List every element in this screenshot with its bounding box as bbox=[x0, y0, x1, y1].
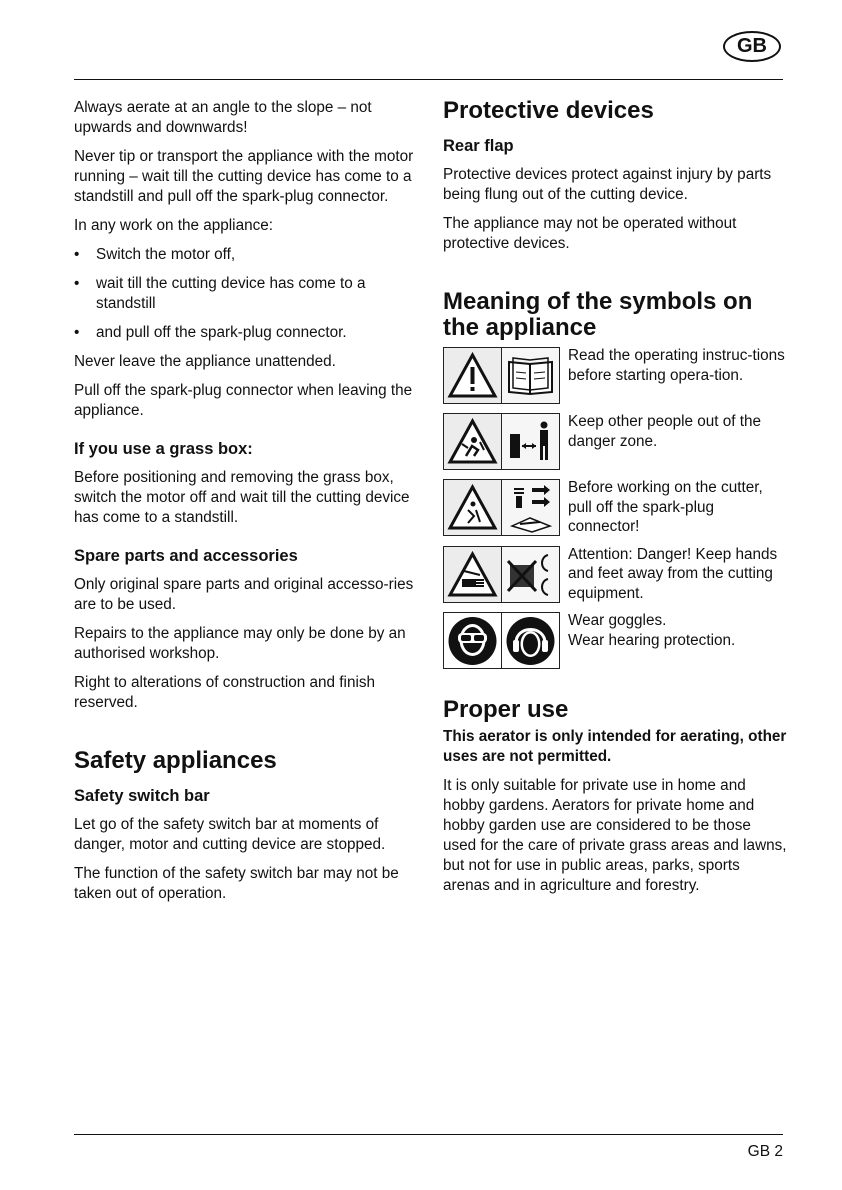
page-number: GB 2 bbox=[747, 1143, 783, 1160]
paragraph: Always aerate at an angle to the slope – not upwards and downwards! bbox=[74, 99, 372, 136]
symbol-description: Wear goggles. Wear hearing protection. bbox=[568, 612, 736, 649]
language-badge: GB bbox=[723, 31, 781, 62]
paragraph: Right to alterations of construction and finish reserved. bbox=[74, 674, 376, 711]
symbol-row bbox=[443, 413, 788, 470]
keep-distance-person-icon bbox=[502, 414, 559, 469]
goggles-icon bbox=[444, 613, 502, 668]
footer-divider bbox=[74, 1134, 783, 1135]
safety-appliances-heading: Safety appliances bbox=[74, 747, 277, 774]
paragraph: Only original spare parts and original accesso-ries are to be used. bbox=[74, 576, 414, 613]
symbol-box bbox=[443, 612, 560, 669]
symbol-row bbox=[443, 347, 788, 404]
paragraph: Never leave the appliance unattended. bbox=[74, 353, 336, 370]
paragraph: Pull off the spark-plug connector when leaving the appliance. bbox=[74, 382, 413, 419]
header-divider bbox=[74, 79, 783, 80]
proper-use-heading: Proper use bbox=[443, 696, 569, 723]
bullet-list bbox=[74, 245, 419, 343]
paragraph: It is only suitable for private use in home and hobby gardens. Aerators for private home and hobby garden use are considered to be those used for the care of private grass areas and lawns, but not for use in public areas, parks, sports arenas and in agriculture and forestry. bbox=[443, 777, 787, 894]
no-hands-feet-icon bbox=[502, 547, 559, 602]
list-item: • and pull off the spark-plug connector. bbox=[74, 323, 419, 343]
spare-parts-heading: Spare parts and accessories bbox=[74, 547, 298, 565]
symbol-description: Attention: Danger! Keep hands and feet away from the cutting equipment. bbox=[568, 545, 778, 602]
left-column bbox=[74, 98, 419, 913]
proper-use-notice: This aerator is only intended for aerating, other uses are not permitted. bbox=[443, 728, 787, 765]
list-item: • wait till the cutting device has come to a standstill bbox=[74, 274, 419, 314]
open-book-icon bbox=[502, 348, 559, 403]
safety-switch-heading: Safety switch bar bbox=[74, 787, 210, 805]
ear-protection-icon bbox=[502, 613, 559, 668]
protective-devices-heading: Protective devices bbox=[443, 97, 654, 124]
symbol-box bbox=[443, 347, 560, 404]
paragraph: Repairs to the appliance may only be done by an authorised workshop. bbox=[74, 625, 406, 662]
symbol-box bbox=[443, 413, 560, 470]
paragraph: Before positioning and removing the grass box, switch the motor off and wait till the cutting device has come to a standstill. bbox=[74, 469, 410, 526]
grass-box-heading: If you use a grass box: bbox=[74, 440, 253, 458]
flying-debris-warning-icon bbox=[444, 414, 502, 469]
symbol-description: Keep other people out of the danger zone. bbox=[568, 413, 762, 450]
paragraph: Never tip or transport the appliance with the motor running – wait till the cutting device has come to a standstill and pull off the spark-plug connector. bbox=[74, 148, 414, 205]
hand-injury-warning-icon bbox=[444, 547, 502, 602]
symbol-description: Before working on the cutter, pull off the spark-plug connector! bbox=[568, 479, 763, 535]
paragraph: The function of the safety switch bar may not be taken out of operation. bbox=[74, 865, 399, 902]
symbol-row bbox=[443, 479, 788, 537]
unplug-spark-plug-icon bbox=[502, 480, 559, 535]
symbol-row bbox=[443, 546, 788, 604]
right-column bbox=[443, 98, 788, 905]
symbol-description: Read the operating instruc-tions before starting opera-tion. bbox=[568, 347, 785, 384]
symbols-heading: Meaning of the symbols on the appliance bbox=[443, 288, 753, 341]
paragraph: In any work on the appliance: bbox=[74, 217, 273, 234]
list-item: • Switch the motor off, bbox=[74, 245, 419, 265]
warning-triangle-icon bbox=[444, 348, 502, 403]
paragraph: The appliance may not be operated without protective devices. bbox=[443, 215, 737, 252]
paragraph: Let go of the safety switch bar at moments of danger, motor and cutting device are stopped. bbox=[74, 816, 386, 853]
symbol-box bbox=[443, 546, 560, 603]
paragraph: Protective devices protect against injury by parts being flung out of the cutting device. bbox=[443, 166, 772, 203]
cutter-warning-icon bbox=[444, 480, 502, 535]
symbol-row bbox=[443, 612, 788, 669]
rear-flap-heading: Rear flap bbox=[443, 137, 514, 155]
symbol-box bbox=[443, 479, 560, 536]
